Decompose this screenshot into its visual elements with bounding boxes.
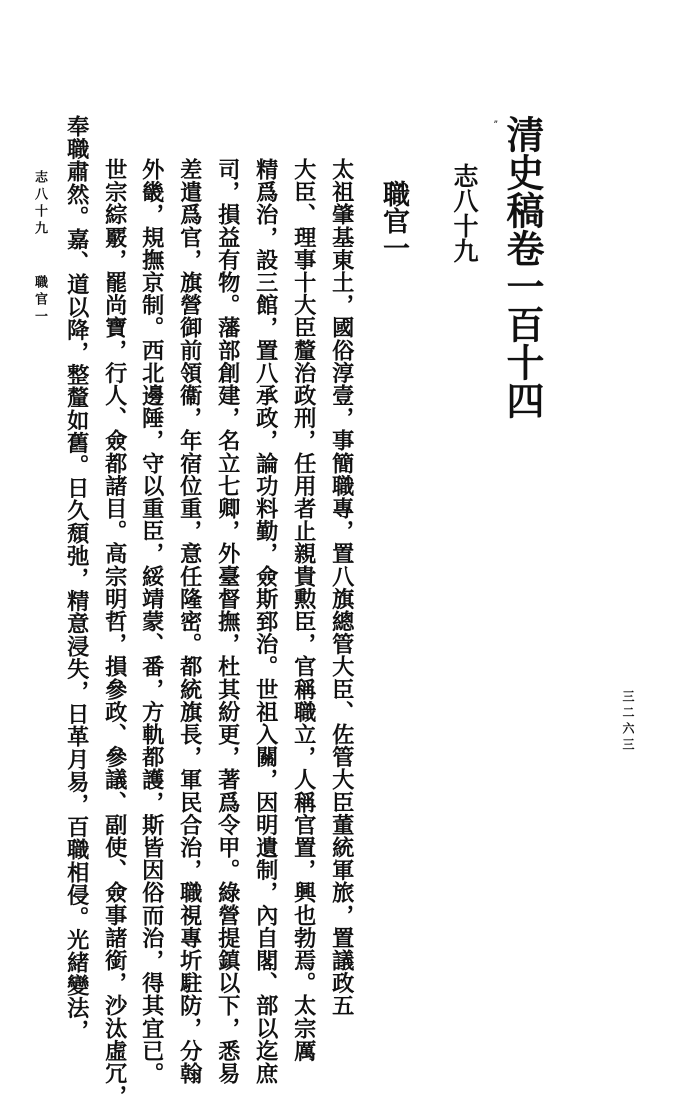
section-heading: 職官一 [378,180,409,261]
tick-mark: ˮ [493,120,498,131]
text-column: 奉職肅然。嘉、道以降，整釐如舊。日久頹弛，精意浸失，日革月易，百職相侵。光緒變法， [63,115,90,1042]
footer-section-label: 職官一 [32,275,47,326]
footer-chapter-label: 志八十九 [32,170,47,238]
text-column: 外畿，規撫京制。西北邊陲，守以重臣，綏靖蒙、番，方軌都護，斯皆因俗而治，得其宜已。 [138,158,165,1085]
chapter-subtitle: 志八十九 [450,163,479,263]
text-column: 司，損益有物。藩部創建，名立七卿，外臺督撫，杜其紛更，著爲令甲。綠營提鎮以下，悉易 [214,158,241,1085]
text-column: 世宗綜覈，罷尚寶，行人、僉都諸目。高宗明哲，損參政、參議、副使、僉事諸銜，沙汰虛冗， [101,158,128,1107]
text-column: 精爲治，設三館，置八承政，論功料勤，僉斯郅治。世祖入關，因明遺制，內自閣、部以迄庶 [252,158,279,1085]
page-number: 三二六三 [621,690,635,754]
text-column: 大臣、理事十大臣釐治政刑，任用者止親貴勲臣，官稱職立，人稱官置，興也勃焉。太宗厲 [290,158,317,1062]
page-title: 清史稿卷一百十四 [500,115,545,419]
text-column: 差遣爲官，旗營御前領衞，年宿位重，意任隆密。都統旗長，軍民合治，職視專圻駐防，分翰 [176,158,203,1085]
text-column: 太祖肇基東土，國俗淳壹，事簡職專，置八旗總管大臣、佐管大臣董統軍旅，置議政五 [328,158,355,1017]
